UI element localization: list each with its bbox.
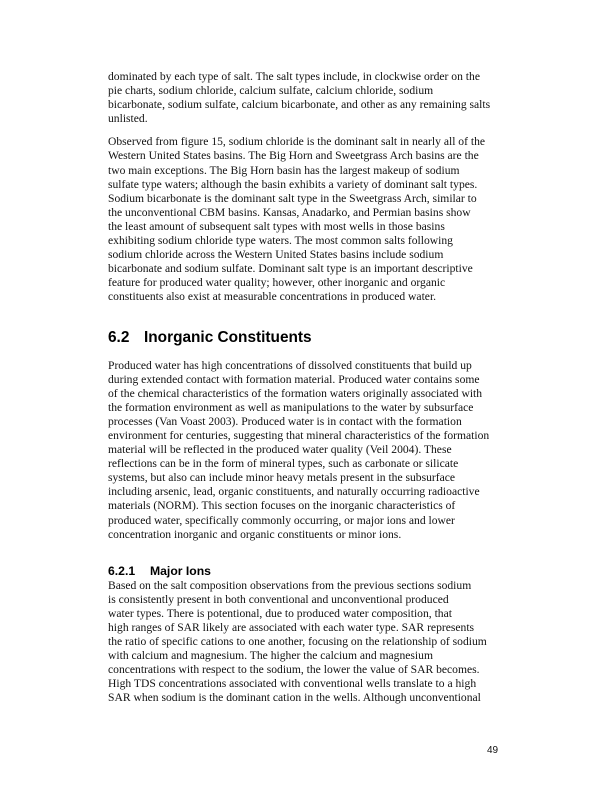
text-line: Based on the salt composition observations from the previous sections sodium — [108, 578, 472, 592]
text-line: concentration inorganic and organic constituents or minor ions. — [108, 527, 402, 541]
section-heading — [108, 329, 508, 347]
text-line: two main exceptions. The Big Horn basin has the largest makeup of sodium — [108, 163, 460, 177]
subsection-heading — [108, 564, 508, 579]
section-title: Inorganic Constituents — [144, 328, 312, 346]
text-line: SAR when sodium is the dominant cation in the wells. Although unconventional — [108, 691, 481, 705]
text-line: including arsenic, lead, organic constituents, and naturally occurring radioactive — [108, 485, 480, 499]
text-line: bicarbonate, sodium sulfate, calcium bicarbonate, and other as any remaining salts — [108, 98, 491, 112]
text-line: exhibiting sodium chloride type waters. The most common salts following — [108, 234, 453, 248]
text-line: constituents also exist at measurable concentrations in produced water. — [108, 290, 437, 304]
text-line: Observed from figure 15, sodium chloride is the dominant salt in nearly all of the — [108, 135, 486, 149]
subsection-title: Major Ions — [150, 563, 211, 578]
text-line: the least amount of subsequent salt types with most wells in those basins — [108, 219, 445, 233]
text-line: High TDS concentrations associated with conventional wells translate to a high — [108, 677, 477, 691]
text-line: unlisted. — [108, 112, 148, 126]
page-content — [108, 70, 508, 706]
subsection-number: 6.2.1 — [108, 563, 136, 578]
paragraph-major-ions — [108, 579, 508, 706]
text-line: feature for produced water quality; however, other inorganic and organic — [108, 276, 446, 290]
text-line: of the chemical characteristics of the formation waters originally associated with — [108, 386, 483, 400]
page-number: 49 — [487, 745, 499, 756]
paragraph-figure-15-observations — [108, 135, 508, 304]
section-number: 6.2 — [108, 328, 130, 346]
text-line: is consistently present in both conventional and unconventional produced — [108, 592, 449, 606]
text-line: Sodium bicarbonate is the dominant salt type in the Sweetgrass Arch, similar to — [108, 191, 477, 205]
text-line: high ranges of SAR likely are associated with each water type. SAR represents — [108, 621, 475, 634]
text-line: concentrations with respect to the sodium, the lower the value of SAR becomes. — [108, 663, 480, 677]
text-line: water types. There is potentional, due to produced water composition, that — [108, 606, 452, 620]
text-line: produced water, specifically commonly occurring, or major ions and lower — [108, 513, 455, 527]
text-line: sulfate type waters; although the basin exhibits a variety of dominant salt types. — [108, 177, 478, 191]
text-line: processes (Van Voast 2003). Produced water is in contact with the formation — [108, 414, 462, 428]
text-line: the formation environment as well as manipulations to the water by subsurface — [108, 400, 474, 414]
text-line: sodium chloride across the Western United States basins include sodium — [108, 248, 444, 262]
text-line: Produced water has high concentrations of dissolved constituents that build up — [108, 358, 472, 372]
text-line: dominated by each type of salt. The salt types include, in clockwise order on the — [108, 70, 480, 83]
text-line: bicarbonate and sodium sulfate. Dominant salt type is an important descriptive — [108, 262, 473, 276]
paragraph-inorganic-intro — [108, 359, 508, 542]
text-line: the unconventional CBM basins. Kansas, Anadarko, and Permian basins show — [108, 205, 471, 219]
text-line: systems, but also can include minor heavy metals present in the subsurface — [108, 471, 456, 485]
text-line: material will be reflected in the produced water quality (Veil 2004). These — [108, 443, 452, 457]
text-line: reflections can be in the form of mineral types, such as carbonate or silicate — [108, 457, 459, 471]
text-line: environment for centuries, suggesting that mineral characteristics of the formation — [108, 428, 490, 442]
text-line: during extended contact with formation material. Produced water contains some — [108, 372, 480, 386]
text-line: pie charts, sodium chloride, calcium sulfate, calcium chloride, sodium — [108, 84, 434, 98]
paragraph-salt-types — [108, 70, 508, 126]
text-line: materials (NORM). This section focuses on the inorganic characteristics of — [108, 499, 456, 513]
text-line: Western United States basins. The Big Horn and Sweetgrass Arch basins are the — [108, 149, 479, 163]
text-line: with calcium and magnesium. The higher the calcium and magnesium — [108, 649, 433, 663]
text-line: the ratio of specific cations to one another, focusing on the relationship of sodium — [108, 635, 487, 649]
